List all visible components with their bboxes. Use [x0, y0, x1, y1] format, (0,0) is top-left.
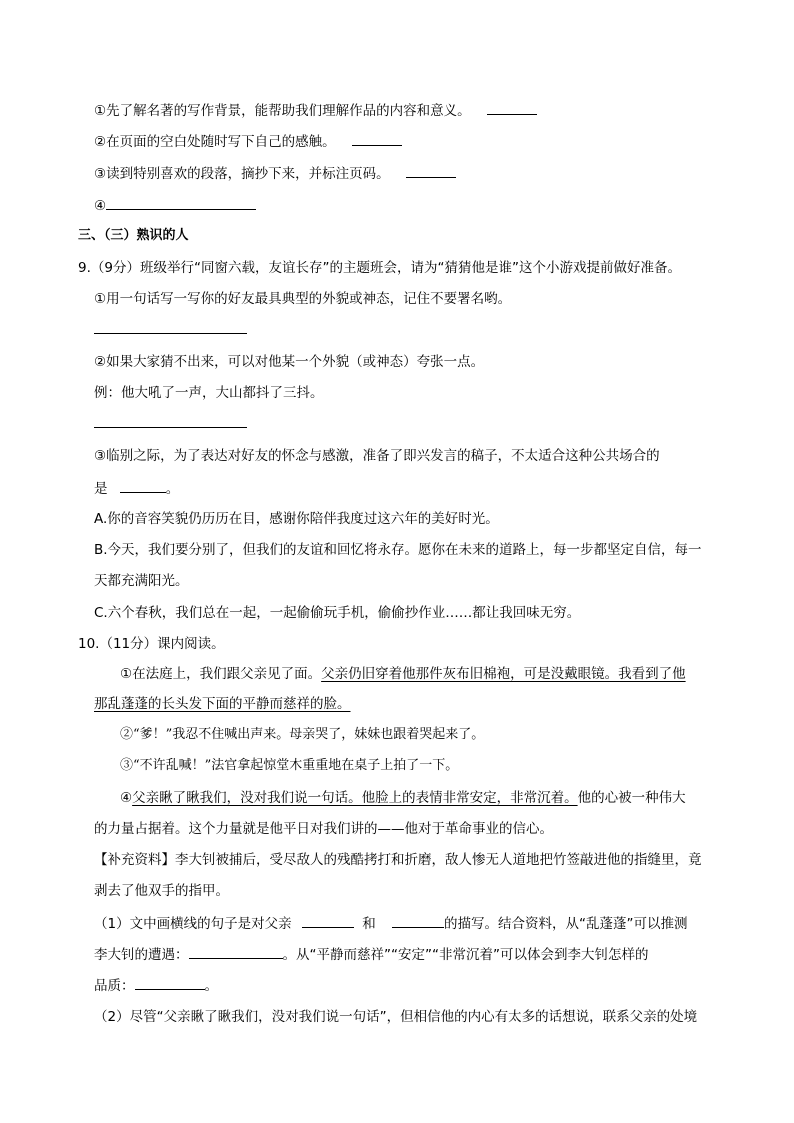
- underlined-sentence: 父亲仍旧穿着他那件灰布旧棉袍，可是没戴眼镜。我看到了他: [321, 666, 686, 682]
- reading-item-1: [94, 100, 537, 121]
- passage-para-2: ②“爹！”我忍不住喊出声来。母亲哭了，妹妹也跟着哭起来了。: [120, 727, 485, 742]
- answer-blank[interactable]: [352, 131, 402, 146]
- text: 是: [94, 481, 108, 497]
- reading-item-2: [94, 131, 402, 152]
- option-b-cont: 天都充满阳光。: [94, 573, 189, 589]
- underlined-sentence: 父亲瞅了瞅我们，没对我们说一句话。他脸上的表情非常安定，非常沉着。: [132, 790, 578, 806]
- reading-item-3-text: ③读到特别喜欢的段落，摘抄下来，并标注页码。: [94, 166, 390, 182]
- passage-para-4-cont: 的力量占据着。这个力量就是他平日对我们讲的——他对于革命事业的信心。: [94, 821, 553, 837]
- answer-blank[interactable]: [106, 195, 256, 210]
- answer-blank[interactable]: [302, 913, 354, 928]
- question-9-stem: 9.（9分）班级举行“同窗六载，友谊长存”的主题班会，请为“猜猜他是谁”这个小游戏提前做好准备。: [78, 260, 681, 276]
- underlined-sentence: 那乱蓬蓬的长头发下面的平静而慈祥的脸。: [94, 696, 351, 712]
- answer-blank[interactable]: [135, 975, 205, 990]
- text: 。从“平静而慈祥”“安定”“非常沉着”可以体会到李大钊怎样的: [282, 947, 649, 963]
- sub-question-1: [94, 913, 687, 934]
- answer-line-1[interactable]: [94, 319, 247, 340]
- question-10-stem: 10.（11分）课内阅读。: [78, 636, 225, 652]
- text: 他的心被一种伟大: [577, 790, 686, 806]
- sub-question-1-cont: [94, 944, 648, 965]
- sub-question-1-cont2: [94, 975, 218, 996]
- text: 。: [165, 481, 180, 497]
- passage-para-3: ③“不许乱喊！”法官拿起惊堂木重重地在桌子上拍了一下。: [120, 758, 459, 773]
- text: 的描写。结合资料，从“乱蓬蓬”可以推测: [443, 916, 688, 932]
- question-9-part-3: ③临别之际，为了表达对好友的怀念与感激，准备了即兴发言的稿子，不太适合这种公共场合的: [94, 448, 660, 464]
- text: 李大钊的遭遇：: [94, 947, 189, 963]
- answer-blank[interactable]: [406, 163, 456, 178]
- passage-para-1: [120, 664, 686, 684]
- sub-question-2: （2）尽管“父亲瞅了瞅我们，没对我们说一句话”，但相信他的内心有太多的话想说，联系父亲的处境: [94, 1009, 698, 1025]
- supplementary-material: 【补充资料】李大钊被捕后，受尽敌人的残酷拷打和折磨，敌人惨无人道地把竹签敲进他的指缝里，竟: [94, 852, 702, 868]
- reading-item-4: [94, 195, 256, 216]
- question-9-example: 例：他大吼了一声，大山都抖了三抖。: [94, 385, 324, 401]
- reading-item-2-text: ②在页面的空白处随时写下自己的感触。: [94, 134, 336, 150]
- reading-item-3: [94, 163, 456, 184]
- text: （1）文中画横线的句子是对父亲: [94, 916, 292, 932]
- text: 和: [362, 916, 376, 932]
- question-9-part-2: ②如果大家猜不出来，可以对他某一个外貌（或神态）夸张一点。: [94, 354, 485, 370]
- text: 。: [204, 978, 218, 994]
- reading-item-1-text: ①先了解名著的写作背景，能帮助我们理解作品的内容和意义。: [94, 103, 471, 119]
- answer-blank[interactable]: [392, 913, 444, 928]
- text: ①在法庭上，我们跟父亲见了面。: [120, 666, 322, 682]
- option-b: B.今天，我们要分别了，但我们的友谊和回忆将永存。愿你在未来的道路上，每一步都坚定自信，每一: [94, 542, 702, 558]
- answer-blank[interactable]: [487, 100, 537, 115]
- text: ④: [120, 790, 133, 806]
- section-heading: 三、（三）熟识的人: [78, 228, 189, 243]
- answer-blank[interactable]: [189, 944, 283, 959]
- supplementary-material-cont: 剥去了他双手的指甲。: [94, 883, 229, 899]
- option-c: C.六个春秋，我们总在一起，一起偷偷玩手机，偷偷抄作业……都让我回味无穷。: [94, 605, 581, 621]
- answer-line-2[interactable]: [94, 413, 247, 434]
- option-a: A.你的音容笑貌仍历历在目，感谢你陪伴我度过这六年的美好时光。: [94, 511, 499, 527]
- passage-para-4: [120, 788, 686, 808]
- text: 品质：: [94, 978, 135, 994]
- question-9-part-1: ①用一句话写一写你的好友最具典型的外貌或神态，记住不要署名哟。: [94, 291, 512, 307]
- reading-item-4-text: ④: [94, 198, 107, 214]
- answer-blank[interactable]: [120, 478, 166, 493]
- question-9-part-3-cont: [94, 478, 179, 499]
